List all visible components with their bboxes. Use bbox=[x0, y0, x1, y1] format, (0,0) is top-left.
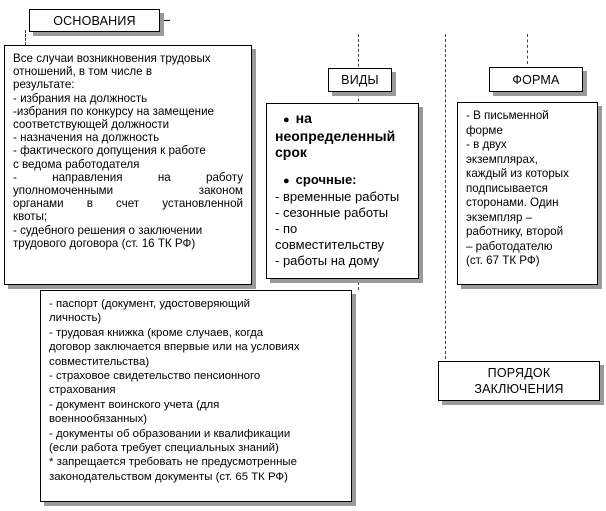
title-osnovaniya-text: ОСНОВАНИЯ bbox=[53, 13, 136, 28]
divider-line bbox=[25, 30, 26, 45]
documents-box bbox=[40, 290, 352, 502]
documents-text bbox=[49, 297, 343, 484]
osnovaniya-text bbox=[13, 52, 243, 250]
vidy-bullet-1-line bbox=[275, 110, 410, 128]
vidy-bullet-2-text: срочные: bbox=[295, 172, 357, 187]
documents-line: - страховое свидетельство пенсионного bbox=[49, 370, 261, 383]
forma-line: подписывается bbox=[466, 181, 548, 195]
osnovaniya-line: трудового договора (ст. 16 ТК РФ) bbox=[13, 236, 196, 250]
title-vidy bbox=[328, 68, 392, 92]
forma-line: - В письменной bbox=[466, 109, 549, 122]
title-forma-text: ФОРМА bbox=[512, 72, 560, 87]
forma-line: – работодателю bbox=[466, 239, 553, 253]
divider-line bbox=[527, 34, 528, 64]
vidy-items bbox=[275, 189, 410, 269]
osnovaniya-line: отношений, в том числе в bbox=[13, 65, 153, 79]
vidy-item: - по bbox=[275, 221, 298, 236]
osnovaniya-line: квоты; bbox=[13, 210, 48, 224]
forma-line: сторонами. Один bbox=[466, 196, 559, 209]
documents-line: * запрещается требовать не предусмотренные bbox=[49, 456, 297, 469]
osnovaniya-line: результате: bbox=[13, 78, 75, 92]
osnovaniya-line: Все случаи возникновения трудовых bbox=[13, 52, 211, 65]
bullet-icon: ● bbox=[283, 114, 290, 126]
osnovaniya-line: соответствующей должности bbox=[13, 118, 170, 132]
title-poryadok-line2: ЗАКЛЮЧЕНИЯ bbox=[474, 382, 564, 396]
vidy-bullet-1-text-2: неопределенный bbox=[275, 128, 396, 144]
title-poryadok bbox=[438, 361, 600, 401]
vidy-box bbox=[266, 103, 419, 279]
forma-line: работнику, второй bbox=[466, 225, 564, 238]
documents-line: законодательством документы (ст. 65 ТК РФ) bbox=[49, 470, 288, 483]
osnovaniya-line: органами в счет установленной bbox=[13, 197, 243, 211]
osnovaniya-line: с ведома работодателя bbox=[13, 157, 140, 171]
documents-line: - паспорт (документ, удостоверяющий bbox=[49, 298, 251, 310]
osnovaniya-line: - назначения на должность bbox=[13, 131, 160, 145]
vidy-item: - работы на дому bbox=[275, 253, 380, 268]
documents-line: совместительства) bbox=[49, 355, 150, 368]
forma-line: форме bbox=[466, 123, 503, 137]
osnovaniya-line: - избрания на должность bbox=[13, 91, 148, 105]
vidy-item: - сезонные работы bbox=[275, 205, 389, 220]
documents-line: - трудовая книжка (кроме случаев, когда bbox=[49, 326, 264, 339]
documents-line: военнообязанных) bbox=[49, 413, 148, 426]
osnovaniya-line: уполномоченными законом bbox=[13, 184, 243, 198]
vidy-bullet-1 bbox=[275, 110, 410, 160]
title-vidy-text: ВИДЫ bbox=[341, 73, 379, 87]
title-forma bbox=[489, 67, 583, 92]
osnovaniya-line: - направления на работу bbox=[13, 170, 243, 184]
title-osnovaniya bbox=[29, 9, 160, 32]
connector-line bbox=[162, 20, 170, 21]
documents-line: - документы об образовании и квалификации bbox=[49, 427, 291, 440]
forma-text bbox=[466, 109, 589, 269]
vidy-bullet-1-text-1: на bbox=[295, 110, 312, 126]
documents-line: (если работа требует специальных знаний) bbox=[49, 442, 279, 455]
osnovaniya-line: - фактического допущения к работе bbox=[13, 144, 206, 158]
forma-line: - в двух bbox=[466, 138, 507, 151]
documents-line: личность) bbox=[49, 312, 102, 325]
title-poryadok-line1: ПОРЯДОК bbox=[487, 366, 551, 380]
osnovaniya-box bbox=[4, 45, 252, 285]
documents-line: договор заключается впервые или на условиях bbox=[49, 341, 300, 354]
bullet-icon: ● bbox=[283, 175, 290, 187]
vidy-item: совместительству bbox=[275, 237, 385, 252]
forma-line: экземплярах, bbox=[466, 152, 538, 166]
documents-line: - документ воинского учета (для bbox=[49, 398, 220, 411]
forma-box bbox=[457, 102, 598, 285]
forma-line: экземпляр – bbox=[466, 210, 533, 224]
vidy-bullet-2 bbox=[275, 172, 410, 189]
vidy-item: - временные работы bbox=[275, 189, 400, 204]
forma-line: (ст. 67 ТК РФ) bbox=[466, 254, 540, 267]
forma-line: каждый из которых bbox=[466, 167, 569, 180]
divider-line bbox=[445, 34, 446, 359]
vidy-bullet-1-text-3: срок bbox=[275, 144, 307, 160]
osnovaniya-line: - судебного решения о заключении bbox=[13, 223, 203, 237]
osnovaniya-line: -избрания по конкурсу на замещение bbox=[13, 104, 215, 118]
documents-line: страхования bbox=[49, 384, 116, 397]
